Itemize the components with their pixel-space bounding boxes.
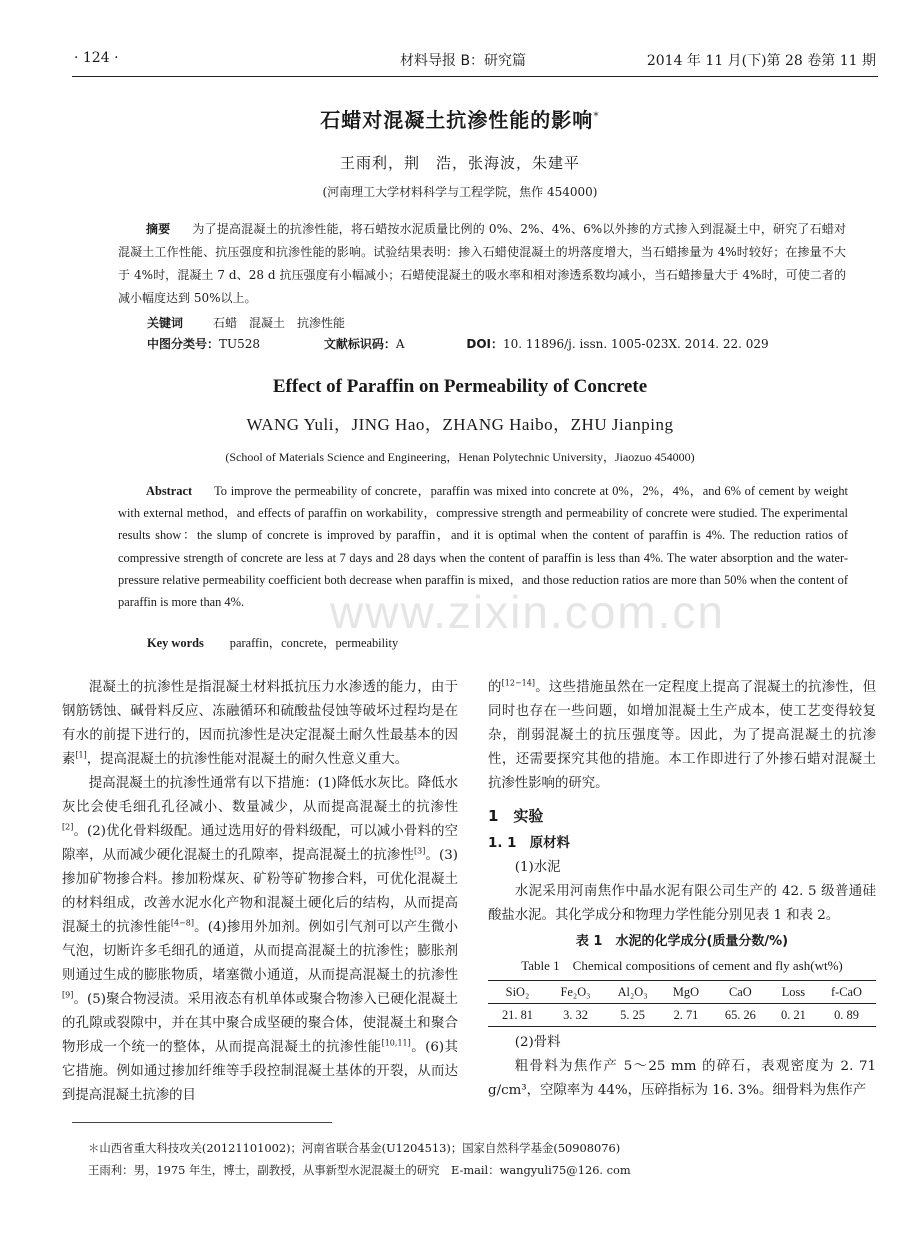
intro-paragraph-2-continued: 的[12−14]。这些措施虽然在一定程度上提高了混凝土的抗渗性，但同时也存在一些问题，如增加混凝土生产成本，使工艺变得较复杂，削弱混凝土的抗压强度等。因此，为了提高混凝土的抗渗性，还需要探究其他的措施。本工作即进行了外掺石蜡对混凝土抗渗性影响的研究。 <box>488 678 877 791</box>
item-heading-aggregate: (2)骨料 <box>514 1035 561 1050</box>
subsection-heading-materials: 1. 1 原材料 <box>488 836 570 851</box>
citation: [1] <box>75 750 87 760</box>
header-rule <box>72 76 878 77</box>
journal-name: 材料导报 B：研究篇 <box>400 53 527 69</box>
aggregate-paragraph: 粗骨料为焦作产 5～25 mm 的碎石，表观密度为 2. 71 g/cm³，空隙率为 44%，压碎指标为 16. 3%。细骨料为焦作产 <box>488 1059 876 1098</box>
citation: [12−14] <box>501 678 535 688</box>
table1-cell: 65. 26 <box>724 1008 756 1022</box>
table1-header-cell: SiO₂ <box>505 985 530 999</box>
table1-header-cell: Fe₂O₃ <box>560 985 591 999</box>
footnote-funding: ＊山西省重大科技攻关(20121101002)；河南省联合基金(U1204513)；国家自然科学基金(50908076) <box>88 1141 621 1155</box>
keywords-en-label: Key words <box>147 636 204 650</box>
affiliation-cn: (河南理工大学材料科学与工程学院，焦作 454000) <box>322 185 598 199</box>
title-footnote-mark: * <box>593 109 600 123</box>
item-heading-cement: (1)水泥 <box>514 860 561 875</box>
table1-header-cell: CaO <box>729 985 752 999</box>
abstract-cn <box>118 218 846 310</box>
intro-paragraph-2: 提高混凝土的抗渗性通常有以下措施：(1)降低水灰比。降低水灰比会使毛细孔孔径减小、数量减少，从而提高混凝土的抗渗性[2]。(2)优化骨料级配。通过选用好的骨料级配，可以减小骨料的空隙率，从而减少硬化混凝土的孔隙率，提高混凝土的抗渗性[3]。(3)掺加矿物掺合料。掺加粉煤灰、矿粉等矿物掺合料，可优化混凝土的材料组成，改善水泥水化产物和混凝土硬化后的结构，从而提高混凝土的抗渗性能[4−8]。(4)掺用外加剂。例如引气剂可以产生微小气泡，切断许多毛细孔的通道，从而提高混凝土的抗渗性；膨胀剂则通过生成的膨胀物质，堵塞微小通道，从而提高混凝土的抗渗性[9]。(5)聚合物浸渍。采用液态有机单体或聚合物渗入已硬化混凝土的孔隙或裂隙中，并在其中聚合成坚硬的聚合体，使混凝土和聚合物形成一个统一的整体，从而提高混凝土的抗渗性能[10,11]。(6)其它措施。例如通过掺加纤维等手段控制混凝土基体的开裂，从而达到提高混凝土抗渗的目 <box>62 776 459 1103</box>
clc-code: 中图分类号：TU528 <box>147 337 261 351</box>
abstract-cn-text: 为了提高混凝土的抗渗性能，将石蜡按水泥质量比例的 0%、2%、4%、6%以外掺的方式掺入到混凝土中，研究了石蜡对混凝土工作性能、抗压强度和抗渗性能的影响。试验结果表明：掺入石蜡使混凝土的坍落度增大，当石蜡掺量为 4%时较好；在掺量不大于 4%时，混凝土 7 d、28 d 抗压强度有小幅减小；石蜡使混凝土的吸水率和相对渗透系数均减小，当石蜡掺量大于 4%时，可使二者的减小幅度达到 50%以上。 <box>118 222 846 305</box>
keywords-en-text: paraffin，concrete，permeability <box>229 636 399 650</box>
table1-header-row <box>488 981 876 1004</box>
table1-cell: 21. 81 <box>501 1008 533 1022</box>
footnote-author: 王雨利：男，1975 年生，博士，副教授，从事新型水泥混凝土的研究 E-mail：wangyuli75@126. com <box>88 1163 631 1177</box>
table1-cell: 5. 25 <box>620 1008 645 1022</box>
watermark: www.zixin.com.cn <box>330 586 725 638</box>
keywords-cn-label: 关键词 <box>147 316 184 330</box>
table1-cell: 0. 89 <box>834 1008 859 1022</box>
table1-cell: 3. 32 <box>563 1008 588 1022</box>
cement-paragraph: 水泥采用河南焦作中晶水泥有限公司生产的 42. 5 级普通硅酸盐水泥。其化学成分和物理力学性能分别见表 1 和表 2。 <box>488 884 876 923</box>
table1-caption-en: Table 1 Chemical compositions of cement and fly ash(wt%) <box>521 958 843 973</box>
affiliation-en: (School of Materials Science and Engineering，Henan Polytechnic University，Jiaozuo 454000) <box>225 450 695 464</box>
abstract-cn-label: 摘要 <box>146 222 171 236</box>
table-row <box>488 1004 876 1027</box>
intro-paragraph-1: 混凝土的抗渗性是指混凝土材料抵抗压力水渗透的能力，由于钢筋锈蚀、碱骨料反应、冻融循环和硫酸盐侵蚀等破坏过程均是在有水的前提下进行的，因而抗渗性是决定混凝土耐久性最基本的因素[1]，提高混凝土的抗渗性能对混凝土的耐久性意义重大。 <box>62 680 458 767</box>
title-cn <box>0 104 920 133</box>
page-number: · 124 · <box>74 50 119 66</box>
table1 <box>488 980 876 1027</box>
title-cn-text: 石蜡对混凝土抗渗性能的影响 <box>320 108 594 132</box>
authors-cn: 王雨利，荆 浩，张海波，朱建平 <box>339 154 580 172</box>
table1-caption-cn: 表 1 水泥的化学成分(质量分数/%) <box>575 934 789 949</box>
body-left-column <box>62 676 458 1108</box>
issue-info: 2014 年 11 月(下)第 28 卷第 11 期 <box>646 53 876 69</box>
table1-cell: 0. 21 <box>781 1008 806 1022</box>
citation: [2] <box>62 822 74 832</box>
citation: [4−8] <box>170 918 194 928</box>
authors-en: WANG Yuli，JING Hao，ZHANG Haibo，ZHU Jianping <box>246 415 674 434</box>
table1-header-cell: MgO <box>672 985 700 999</box>
table1-cell: 2. 71 <box>673 1008 699 1022</box>
title-en: Effect of Paraffin on Permeability of Concrete <box>272 376 648 397</box>
keywords-cn <box>147 314 345 331</box>
doc-code: 文献标识码：A <box>323 337 405 351</box>
section-heading-experiment: 1 实验 <box>488 807 544 825</box>
table1-header-cell: Loss <box>781 985 806 999</box>
keywords-cn-text: 石蜡 混凝土 抗渗性能 <box>213 316 346 330</box>
doi: DOI：10. 11896/j. issn. 1005-023X. 2014. 22. 029 <box>466 337 769 351</box>
table1-header-cell: f-CaO <box>831 985 862 999</box>
table1-header-cell: Al₂O₃ <box>617 985 648 999</box>
abstract-en-label: Abstract <box>146 484 193 498</box>
citation: [9] <box>62 990 74 1000</box>
citation: [10,11] <box>381 1038 411 1048</box>
abstract-en-text: To improve the permeability of concrete，paraffin was mixed into concrete at 0%，2%，4%，and 6% of cement by weight with external method，and effects of paraffin on workability，compressive strength and permeability of concrete were studied. The experimental results show：the slump of concrete is improved by paraffin，and it is optimal when the content of paraffin is 4%. The reduction ratios of compressive strength of concrete are less at 7 days and 28 days when the content of paraffin is less than 4%. The water absorption and the water-pressure relative permeability coefficient both decrease when paraffin is mixed，and those reduction ratios are more than 50% when the content of paraffin is more than 4%. <box>118 484 848 610</box>
body-right-column <box>488 676 876 1103</box>
classification <box>147 335 847 352</box>
citation: [3] <box>414 846 426 856</box>
footnote-rule <box>72 1122 332 1123</box>
